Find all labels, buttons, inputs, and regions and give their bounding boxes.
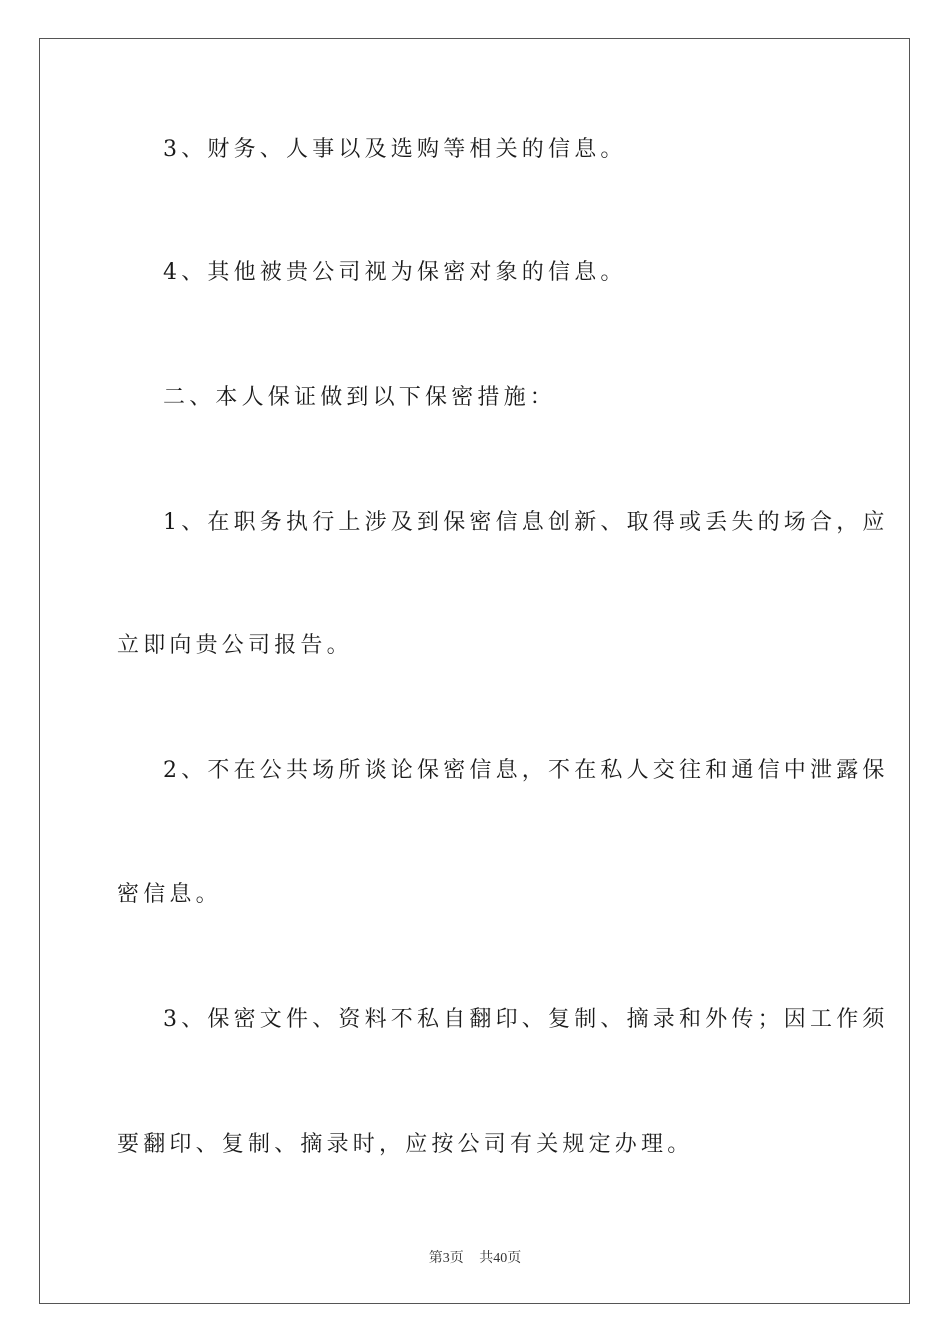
section-heading: 二、本人保证做到以下保密措施： <box>163 385 557 410</box>
text-line: 立即向贵公司报告。 <box>117 633 353 658</box>
text-line: 要翻印、复制、摘录时，应按公司有关规定办理。 <box>117 1132 694 1157</box>
text-line: 1、在职务执行上涉及到保密信息创新、取得或丢失的场合，应 <box>163 510 889 535</box>
page-total: 共40页 <box>479 1251 522 1266</box>
text-line: 密信息。 <box>117 882 222 907</box>
page-frame <box>39 38 910 1304</box>
page-number: 第3页 <box>428 1251 464 1266</box>
text-line: 2、不在公共场所谈论保密信息，不在私人交往和通信中泄露保 <box>163 758 889 783</box>
text-line: 4、其他被贵公司视为保密对象的信息。 <box>163 260 627 285</box>
text-line: 3、保密文件、资料不私自翻印、复制、摘录和外传；因工作须 <box>163 1007 889 1032</box>
page-footer <box>0 1247 950 1267</box>
text-line: 3、财务、人事以及选购等相关的信息。 <box>163 137 627 162</box>
